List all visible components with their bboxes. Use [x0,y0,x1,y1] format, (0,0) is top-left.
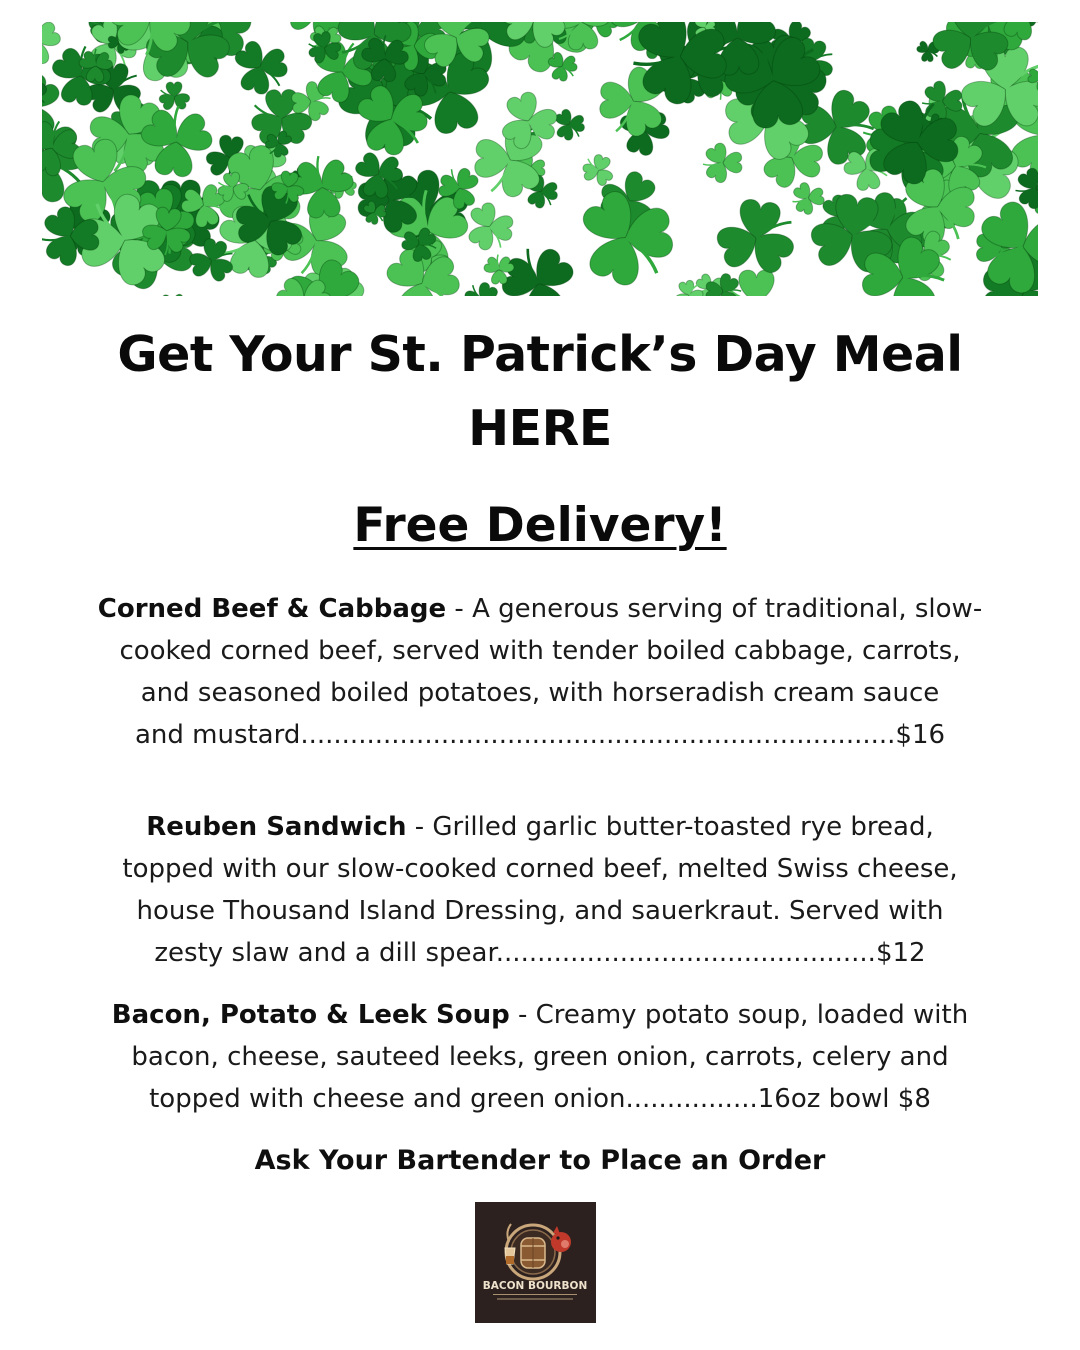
order-instructions: Ask Your Bartender to Place an Order [254,1145,826,1176]
logo-text: BACON BOURBON [482,1280,588,1292]
menu-item-corned-beef [70,588,1010,756]
menu-item-price-line: topped with cheese and green onion................16oz bowl $8 [149,1084,931,1114]
menu-item-soup [70,994,1010,1120]
menu-item-description: cooked corned beef, served with tender boiled cabbage, carrots, [119,636,961,666]
headline-line-2: HERE [468,400,612,457]
free-delivery-heading: Free Delivery! [353,498,727,553]
menu-item-price-line: and mustard........................................................................$16 [134,720,946,750]
menu-item-separator: - [406,812,433,842]
menu-item-name: Bacon, Potato & Leek Soup [111,1000,510,1030]
menu-item-description: bacon, cheese, sauteed leeks, green onion, carrots, celery and [131,1042,949,1072]
menu-item-name: Corned Beef & Cabbage [97,594,447,624]
menu-item-description: topped with our slow-cooked corned beef, melted Swiss cheese, [122,854,958,884]
bacon-bourbon-logo-icon [475,1202,596,1323]
menu-item-line [70,994,1010,1036]
page-title [40,318,1040,466]
menu-item-description: house Thousand Island Dressing, and sauerkraut. Served with [136,896,944,926]
menu-item-description: and seasoned boiled potatoes, with horseradish cream sauce [140,678,940,708]
menu-item-description: A generous serving of traditional, slow- [472,594,983,624]
shamrock-icon [42,22,1038,296]
menu-item-price-line: zesty slaw and a dill spear..............................................$12 [154,938,926,968]
headline-line-1: Get Your St. Patrick’s Day Meal [117,326,963,383]
menu-item-description: Creamy potato soup, loaded with [535,1000,969,1030]
menu-item-separator: - [509,1000,536,1030]
menu-item-reuben [70,806,1010,974]
shamrock-banner [42,22,1038,296]
menu-item-name: Reuben Sandwich [146,812,407,842]
menu-item-description: Grilled garlic butter-toasted rye bread, [432,812,934,842]
menu-item-line [70,588,1010,630]
menu-item-line [70,806,1010,848]
logo-graphic [475,1202,596,1323]
menu-item-separator: - [446,594,473,624]
